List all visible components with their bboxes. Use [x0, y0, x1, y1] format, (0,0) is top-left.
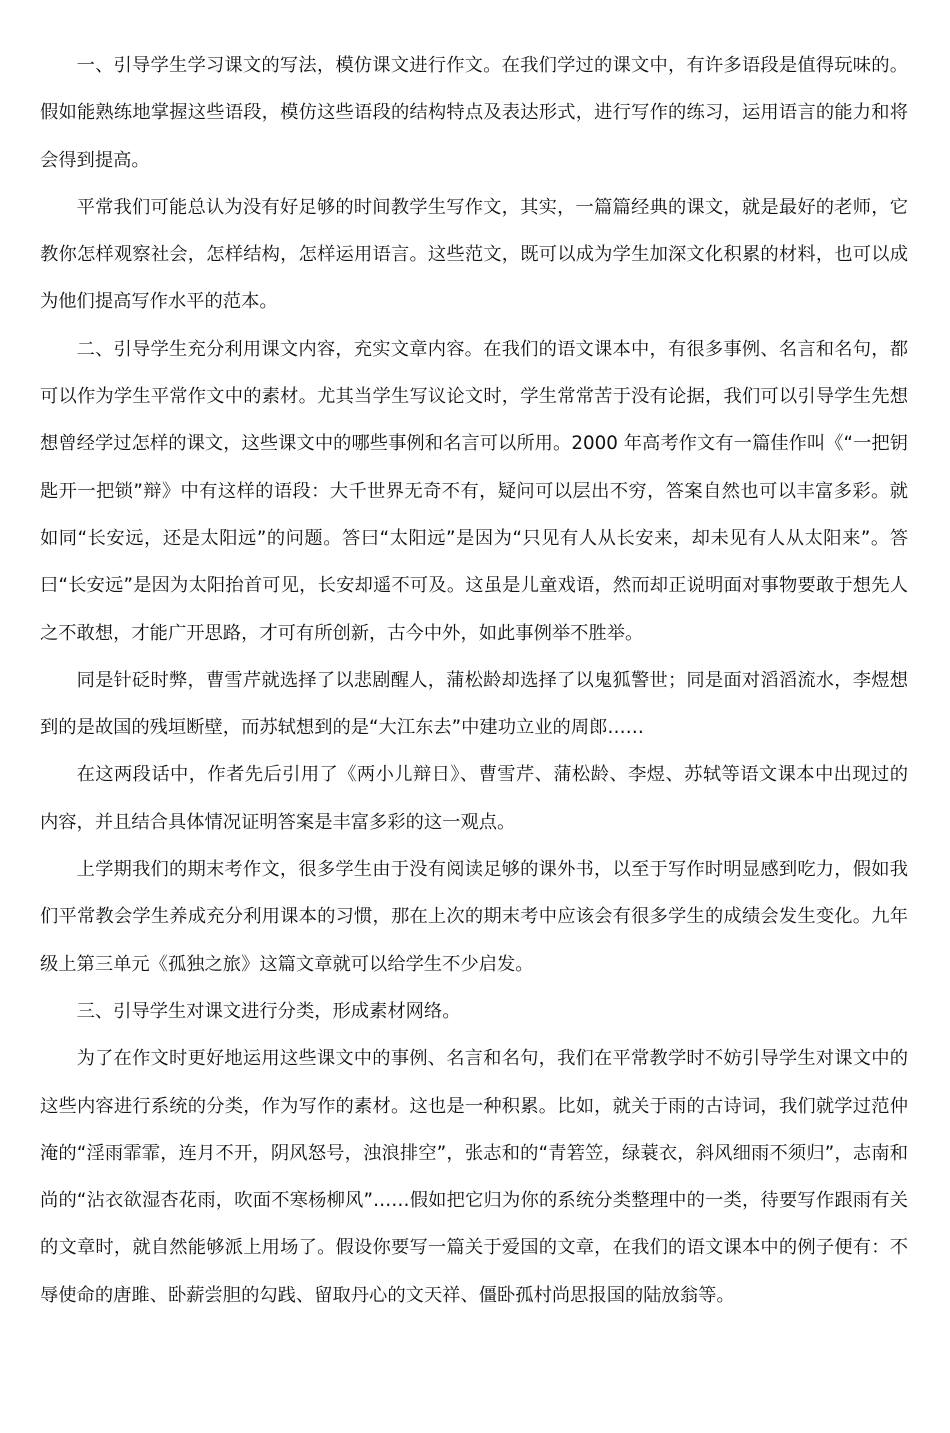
paragraph-1: 一、引导学生学习课文的写法，模仿课文进行作文。在我们学过的课文中，有许多语段是值得玩味的。假如能熟练地掌握这些语段，模仿这些语段的结构特点及表达形式，进行写作的练习，运用语言的能力和将会得到提高。 [40, 55, 908, 171]
paragraph-2: 平常我们可能总认为没有好足够的时间教学生写作文，其实，一篇篇经典的课文，就是最好的老师，它教你怎样观察社会，怎样结构，怎样运用语言。这些范文，既可以成为学生加深文化积累的材料，也可以成为他们提高写作水平的范本。 [40, 196, 908, 313]
paragraph-5: 在这两段话中，作者先后引用了《两小儿辩日》、曹雪芹、蒲松龄、李煜、苏轼等语文课本中出现过的内容，并且结合具体情况证明答案是丰富多彩的这一观点。 [40, 764, 908, 833]
document-body [40, 42, 908, 1319]
section-heading-3: 三、引导学生对课文进行分类，形成素材网络。 [76, 1000, 461, 1022]
paragraph-8: 为了在作文时更好地运用这些课文中的事例、名言和名句，我们在平常教学时不妨引导学生对课文中的这些内容进行系统的分类，作为写作的素材。这也是一种积累。比如，就关于雨的古诗词，我们就学过范仲淹的“淫雨霏霏，连月不开，阴风怒号，浊浪排空”，张志和的“青箬笠，绿蓑衣，斜风细雨不须归”，志南和尚的“沾衣欲湿杏花雨，吹面不寒杨柳风”……假如把它归为你的系统分类整理中的一类，待要写作跟雨有关的文章时，就自然能够派上用场了。假设你要写一篇关于爱国的文章，在我们的语文课本中的例子便有：不辱使命的唐雎、卧薪尝胆的勾践、留取丹心的文天祥、僵卧孤村尚思报国的陆放翁等。 [40, 1048, 908, 1306]
paragraph-6: 上学期我们的期末考作文，很多学生由于没有阅读足够的课外书，以至于写作时明显感到吃力，假如我们平常教会学生养成充分利用课本的习惯，那在上次的期末考中应该会有很多学生的成绩会发生变化。九年级上第三单元《孤独之旅》这篇文章就可以给学生不少启发。 [40, 859, 908, 975]
paragraph-3: 二、引导学生充分利用课文内容，充实文章内容。在我们的语文课本中，有很多事例、名言和名句，都可以作为学生平常作文中的素材。尤其当学生写议论文时，学生常常苦于没有论据，我们可以引导学生先想想曾经学过怎样的课文，这些课文中的哪些事例和名言可以所用。2000 年高考作文有一篇佳作叫《“一把钥匙开一把锁”辩》中有这样的语段：大千世界无奇不有，疑问可以层出不穷，答案自然也可以丰富多彩。就如同“长安远，还是太阳远”的问题。答曰“太阳远”是因为“只见有人从长安来，却未见有人从太阳来”。答曰“长安远”是因为太阳抬首可见，长安却遥不可及。这虽是儿童戏语，然而却正说明面对事物要敢于想先人之不敢想，才能广开思路，才可有所创新，古今中外，如此事例举不胜举。 [40, 338, 908, 644]
paragraph-4: 同是针砭时弊，曹雪芹就选择了以悲剧醒人，蒲松龄却选择了以鬼狐警世；同是面对滔滔流水，李煜想到的是故国的残垣断壁，而苏轼想到的是“大江东去”中建功立业的周郎…… [40, 669, 908, 739]
